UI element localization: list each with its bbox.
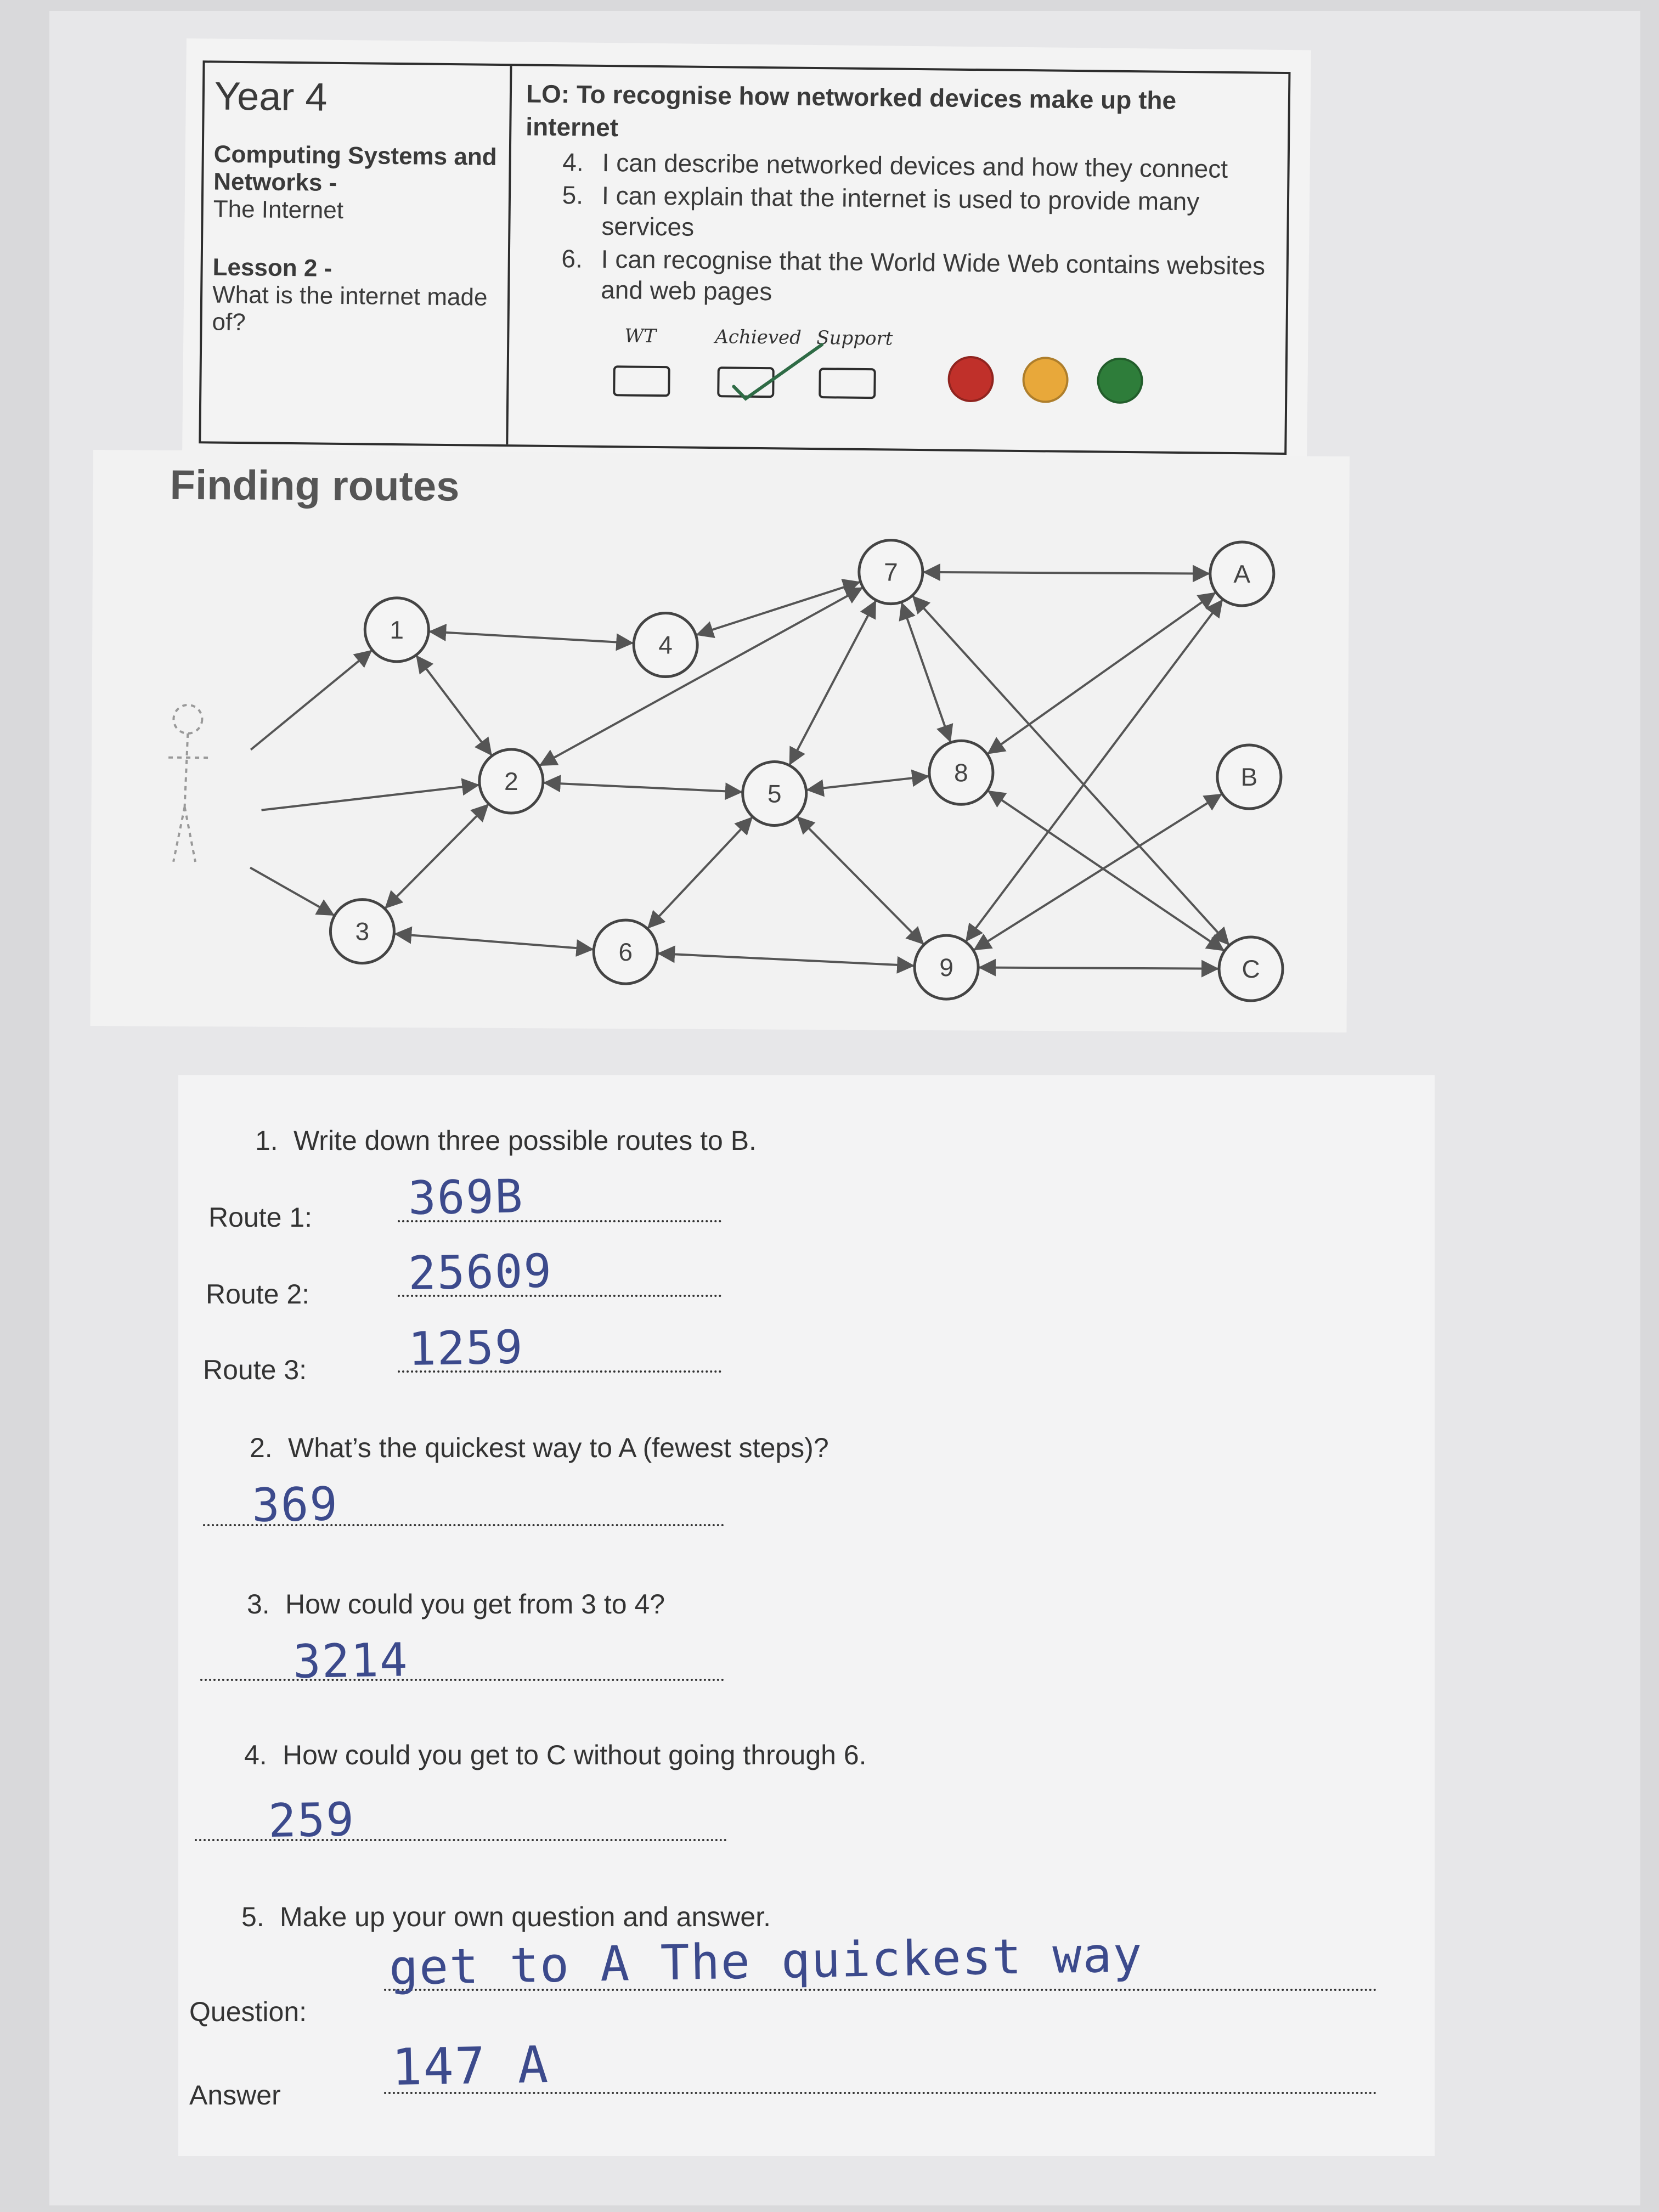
link-8-A — [987, 591, 1216, 755]
node-1 — [365, 598, 429, 662]
link-5-9 — [796, 816, 924, 945]
link-5-6 — [647, 816, 753, 929]
link-7-8 — [901, 602, 951, 742]
node-label: 5 — [767, 779, 782, 808]
node-3 — [330, 899, 394, 963]
own-answer-label: Answer — [189, 2080, 281, 2111]
learning-objective-title: LO: To recognise how networked devices make up the internet — [526, 79, 1177, 142]
question-3-line — [200, 1679, 724, 1681]
objective-number: 4. — [562, 148, 584, 177]
question-4-answer[interactable]: 259 — [268, 1792, 356, 1848]
link-9-A — [966, 598, 1223, 943]
lesson-info-cell — [201, 63, 512, 444]
link-6-9 — [657, 953, 915, 966]
question-5 — [241, 1901, 771, 1933]
node-label: B — [1240, 762, 1258, 792]
objective-number: 5. — [562, 180, 584, 210]
assessment-row — [607, 325, 1212, 419]
link-5-7 — [789, 600, 876, 766]
question-number: 5. — [241, 1901, 264, 1932]
node-label: 7 — [883, 557, 898, 586]
question-number: 3. — [247, 1589, 270, 1620]
link-person-3 — [250, 868, 335, 916]
question-text: Make up your own question and answer. — [280, 1901, 771, 1932]
lesson-block — [212, 254, 498, 339]
support-label: Support — [816, 327, 893, 350]
node-5 — [742, 761, 806, 826]
person-icon — [168, 705, 210, 862]
objective-item — [524, 242, 1272, 312]
question-text: What’s the quickest way to A (fewest steps)? — [288, 1432, 829, 1463]
lesson-title: Lesson 2 - — [212, 253, 332, 282]
objective-list — [524, 146, 1273, 312]
node-label: 8 — [954, 758, 968, 787]
green-traffic-light-dot[interactable] — [1097, 357, 1143, 404]
node-a — [1210, 542, 1274, 606]
year-title: Year 4 — [214, 74, 328, 120]
node-label: C — [1242, 954, 1260, 984]
objective-text: I can recognise that the World Wide Web contains websites and web pages — [600, 244, 1266, 306]
lesson-header-table — [199, 60, 1290, 455]
node-label: 6 — [618, 938, 633, 967]
link-person-1 — [251, 650, 372, 751]
unit-title: Computing Systems and Networks - — [213, 140, 497, 196]
unit-subtitle: The Internet — [213, 195, 344, 224]
node-6 — [594, 920, 658, 984]
wt-label: WT — [624, 325, 657, 347]
lesson-header-sheet — [182, 38, 1311, 472]
node-b — [1217, 745, 1282, 809]
question-number: 4. — [244, 1740, 267, 1770]
question-number: 1. — [255, 1125, 278, 1156]
node-c — [1219, 937, 1283, 1001]
link-3-6 — [394, 934, 594, 949]
question-2-answer[interactable]: 369 — [251, 1477, 339, 1532]
node-label: 9 — [939, 953, 954, 982]
learning-objective-cell — [508, 66, 1288, 453]
link-7-A — [923, 572, 1210, 574]
route-2-label: Route 2: — [206, 1279, 310, 1310]
own-answer-answer[interactable]: 147 A — [391, 2035, 550, 2097]
route-1-answer[interactable]: 369B — [408, 1169, 524, 1225]
link-9-C — [978, 967, 1219, 968]
questions-sheet — [178, 1075, 1435, 2156]
link-1-2 — [415, 655, 493, 756]
question-4 — [244, 1739, 867, 1771]
network-nodes — [330, 537, 1285, 1001]
link-2-5 — [543, 783, 743, 792]
link-person-2 — [262, 784, 480, 811]
link-2-7 — [539, 586, 863, 768]
objective-text: I can explain that the internet is used to provide many services — [601, 180, 1200, 241]
node-2 — [479, 749, 544, 814]
question-text: How could you get from 3 to 4? — [285, 1589, 665, 1620]
objective-item — [524, 179, 1273, 248]
section-title: Finding routes — [170, 461, 460, 510]
node-7 — [859, 540, 923, 604]
question-2 — [250, 1432, 829, 1464]
lesson-subtitle: What is the internet made of? — [212, 281, 488, 336]
red-traffic-light-dot[interactable] — [947, 356, 994, 403]
tick-mark-icon — [712, 337, 833, 404]
own-question-label: Question: — [189, 1996, 307, 2027]
link-5-8 — [806, 776, 929, 791]
objective-item — [525, 146, 1273, 184]
objective-text: I can describe networked devices and how they connect — [602, 148, 1228, 183]
finding-routes-sheet — [91, 450, 1350, 1032]
amber-traffic-light-dot[interactable] — [1022, 357, 1069, 403]
node-9 — [915, 935, 979, 1000]
node-8 — [929, 741, 994, 805]
question-3-answer[interactable]: 3214 — [292, 1633, 409, 1689]
question-3 — [247, 1588, 665, 1620]
node-label: 1 — [390, 615, 404, 644]
wt-checkbox[interactable] — [613, 365, 670, 397]
route-3-answer[interactable]: 1259 — [408, 1320, 524, 1376]
node-label: 3 — [355, 917, 370, 946]
achieved-label: Achieved — [715, 326, 802, 349]
link-3-2 — [385, 803, 489, 909]
objective-number: 6. — [561, 244, 583, 273]
link-9-B — [973, 793, 1222, 952]
network-diagram — [91, 450, 1350, 1032]
question-number: 2. — [250, 1432, 273, 1463]
question-text: How could you get to C without going through 6. — [283, 1740, 867, 1770]
own-question-answer[interactable]: get to A The quickest way — [388, 1926, 1144, 1996]
route-2-answer[interactable]: 25609 — [408, 1244, 553, 1300]
node-label: 4 — [658, 630, 673, 659]
route-1-label: Route 1: — [208, 1202, 313, 1233]
node-label: A — [1233, 559, 1251, 589]
question-text: Write down three possible routes to B. — [294, 1125, 757, 1156]
question-1 — [255, 1125, 757, 1156]
link-4-7 — [696, 581, 860, 636]
node-4 — [634, 613, 698, 677]
node-label: 2 — [504, 766, 518, 796]
route-3-label: Route 3: — [203, 1355, 307, 1385]
link-1-4 — [428, 631, 634, 643]
